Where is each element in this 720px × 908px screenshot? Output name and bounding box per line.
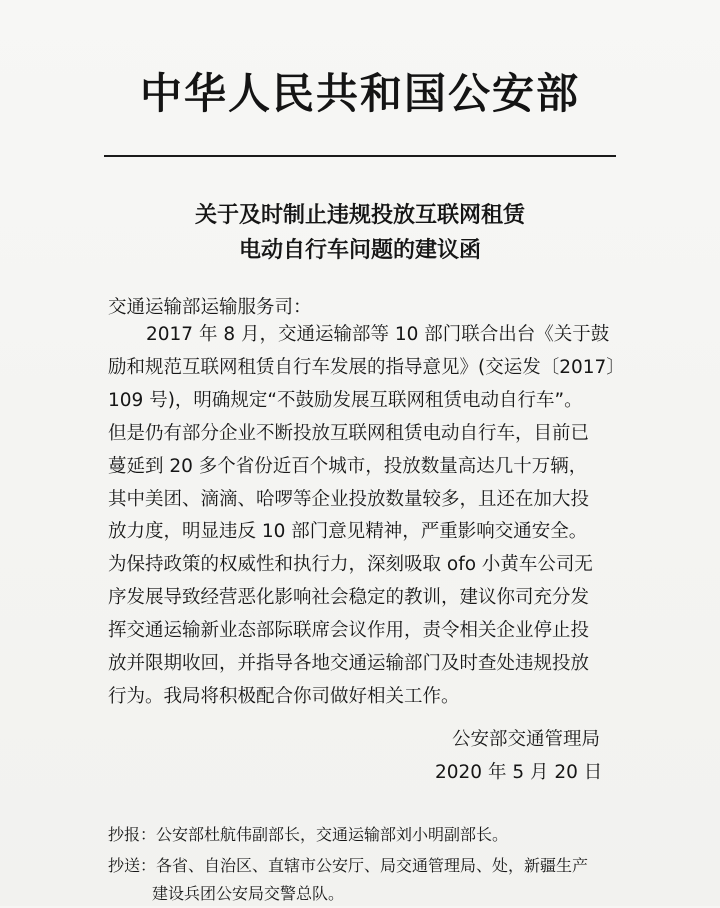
salutation: 交通运输部运输服务司： [108, 297, 312, 318]
body-line: 序发展导致经营恶化影响社会稳定的教训，建议你司充分发 [108, 587, 590, 608]
signature-date: 2020 年 5 月 20 日 [435, 762, 603, 783]
cc-send-line-2: 建设兵团公安局交警总队。 [152, 884, 345, 903]
body-line: 挥交通运输新业态部际联席会议作用，责令相关企业停止投 [108, 620, 590, 641]
document-title-line-2: 电动自行车问题的建议函 [238, 237, 481, 263]
body-line: 放力度，明显违反 10 部门意见精神，严重影响交通安全。 [108, 521, 588, 542]
cc-report-line: 抄报：公安部杜航伟副部长，交通运输部刘小明副部长。 [108, 825, 509, 844]
body-line: 其中美团、滴滴、哈啰等企业投放数量较多，且还在加大投 [108, 489, 590, 510]
header-divider [104, 155, 616, 157]
body-line: 放并限期收回，并指导各地交通运输部门及时查处违规投放 [108, 653, 590, 674]
cc-send-line-1: 抄送：各省、自治区、直辖市公安厅、局交通管理局、处，新疆生产 [108, 856, 589, 875]
document-title-line-1: 关于及时制止违规投放互联网租赁 [194, 202, 525, 228]
body-line: 蔓延到 20 多个省份近百个城市，投放数量高达几十万辆， [108, 456, 588, 477]
body-line: 励和规范互联网租赁自行车发展的指导意见》(交运发〔2017〕 [108, 357, 625, 378]
body-line: 行为。我局将积极配合你司做好相关工作。 [108, 686, 460, 707]
body-line: 109 号)，明确规定“不鼓励发展互联网租赁电动自行车”。 [108, 390, 583, 411]
issuing-authority-title: 中华人民共和国公安部 [139, 69, 580, 118]
body-line: 为保持政策的权威性和执行力，深刻吸取 ofo 小黄车公司无 [108, 554, 593, 575]
body-line: 2017 年 8 月，交通运输部等 10 部门联合出台《关于鼓 [146, 324, 610, 345]
signature-organization: 公安部交通管理局 [452, 729, 601, 750]
body-line: 但是仍有部分企业不断投放互联网租赁电动自行车，目前已 [108, 423, 590, 444]
